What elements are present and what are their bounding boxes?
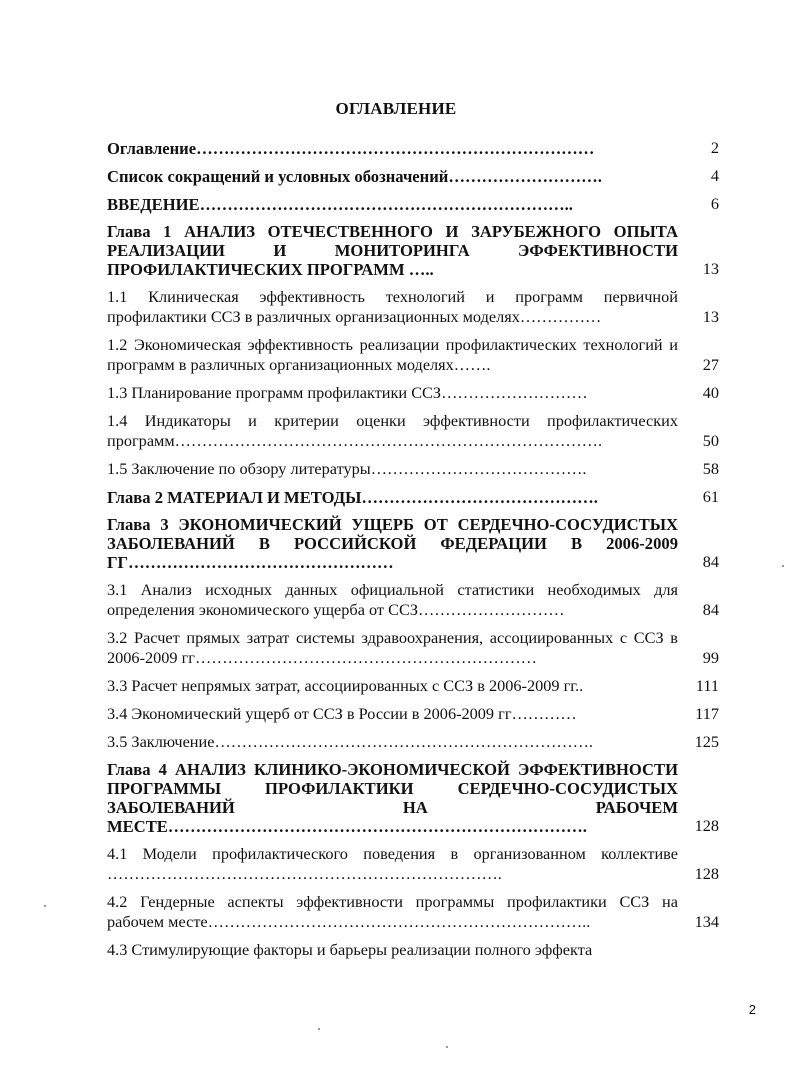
scan-speck [446, 1046, 448, 1048]
toc-entry [107, 222, 733, 279]
toc-entry [107, 844, 733, 884]
toc-entry [107, 383, 733, 403]
toc-entry-title: Оглавление……………………………………………………………… [107, 139, 595, 158]
toc-entry-title: 4.2 Гендерные аспекты эффективности программы профилактики ССЗ на рабочем месте…………………………………………………………….. [107, 892, 678, 931]
toc-entry [107, 166, 733, 186]
toc-entry-page: 2 [710, 138, 719, 157]
toc-entry-title: 3.1 Анализ исходных данных официальной статистики необходимых для определения экономического ущерба от ССЗ……………………… [107, 580, 678, 619]
toc-entry-title: 1.4 Индикаторы и критерии оценки эффективности профилактических программ……………………………………………………………………. [107, 411, 678, 450]
toc-entry [107, 459, 733, 479]
toc-entry-page: 50 [702, 431, 719, 450]
toc-entry-title: 1.2 Экономическая эффективность реализации профилактических технологий и программ в различных организационных моделях……. [107, 335, 678, 374]
toc-entry [107, 580, 733, 620]
toc-entry [107, 487, 733, 507]
toc-entry-page: 13 [702, 259, 719, 278]
toc-entry [107, 335, 733, 375]
toc-entry-title: 1.5 Заключение по обзору литературы…………………………………. [107, 459, 587, 478]
toc-entry [107, 732, 733, 752]
scan-speck [782, 565, 784, 567]
table-of-contents [107, 138, 733, 968]
toc-entry-page: 125 [694, 732, 719, 751]
toc-entry [107, 676, 733, 696]
toc-entry [107, 704, 733, 724]
toc-entry-page: 58 [702, 459, 719, 478]
toc-entry-title: Глава 3 ЭКОНОМИЧЕСКИЙ УЩЕРБ ОТ СЕРДЕЧНО-СОСУДИСТЫХ ЗАБОЛЕВАНИЙ В РОССИЙСКОЙ ФЕДЕРАЦИИ В 2006-2009 ГГ………………………………………… [107, 515, 678, 572]
toc-entry-title: 4.1 Модели профилактического поведения в организованном коллективе ………………………………………………………………. [107, 844, 678, 883]
toc-entry [107, 138, 733, 158]
toc-entry [107, 287, 733, 327]
toc-entry-title: 3.4 Экономический ущерб от ССЗ в России в 2006-2009 гг………… [107, 704, 577, 723]
toc-entry [107, 411, 733, 451]
toc-entry-page: 128 [694, 864, 719, 883]
toc-entry [107, 194, 733, 214]
toc-entry-page: 111 [695, 676, 719, 695]
toc-entry-page: 117 [695, 704, 719, 723]
toc-entry-title: ВВЕДЕНИЕ………………………………………………………….. [107, 195, 573, 214]
toc-entry-title: 3.5 Заключение……………………………………………………………. [107, 732, 593, 751]
toc-entry-title: 1.3 Планирование программ профилактики ССЗ……………………… [107, 383, 588, 402]
toc-entry-title: 3.2 Расчет прямых затрат системы здравоохранения, ассоциированных с ССЗ в 2006-2009 гг……………………………………………………… [107, 628, 678, 667]
toc-entry-page: 84 [702, 600, 719, 619]
toc-entry-page: 61 [702, 487, 719, 506]
toc-entry-page: 13 [702, 307, 719, 326]
toc-entry [107, 892, 733, 932]
toc-entry-page: 134 [694, 912, 719, 931]
toc-entry-page: 99 [702, 648, 719, 667]
page-title: ОГЛАВЛЕНИЕ [335, 99, 457, 118]
toc-entry-title: Глава 4 АНАЛИЗ КЛИНИКО-ЭКОНОМИЧЕСКОЙ ЭФФЕКТИВНОСТИ ПРОГРАММЫ ПРОФИЛАКТИКИ СЕРДЕЧНО-СОСУДИСТЫХ ЗАБОЛЕВАНИЙ НА РАБОЧЕМ МЕСТЕ…………………………………………………………………. [107, 760, 678, 836]
toc-entry-page: 27 [702, 355, 719, 374]
toc-entry-title: Глава 1 АНАЛИЗ ОТЕЧЕСТВЕННОГО И ЗАРУБЕЖНОГО ОПЫТА РЕАЛИЗАЦИИ И МОНИТОРИНГА ЭФФЕКТИВНОСТИ ПРОФИЛАКТИЧЕСКИХ ПРОГРАММ ….. [107, 222, 678, 279]
toc-entry-title: Список сокращений и условных обозначений………………………. [107, 167, 602, 186]
toc-entry-page: 6 [710, 194, 719, 213]
toc-entry-title: 3.3 Расчет непрямых затрат, ассоциированных с ССЗ в 2006-2009 гг.. [107, 676, 584, 695]
toc-entry [107, 760, 733, 836]
toc-entry [107, 940, 733, 960]
toc-entry [107, 628, 733, 668]
page-number: 2 [748, 1002, 756, 1017]
toc-entry-page: 40 [702, 383, 719, 402]
toc-entry [107, 515, 733, 572]
toc-entry-page: 84 [702, 552, 719, 571]
toc-entry-title: 1.1 Клиническая эффективность технологий и программ первичной профилактики ССЗ в различных организационных моделях…………… [107, 287, 678, 326]
scan-speck [44, 905, 46, 907]
toc-entry-title: Глава 2 МАТЕРИАЛ И МЕТОДЫ……………………………………. [107, 488, 598, 507]
scan-speck [318, 1028, 320, 1030]
toc-entry-page: 4 [710, 166, 719, 185]
toc-entry-title: 4.3 Стимулирующие факторы и барьеры реализации полного эффекта [107, 940, 593, 959]
toc-entry-page: 128 [694, 816, 719, 835]
